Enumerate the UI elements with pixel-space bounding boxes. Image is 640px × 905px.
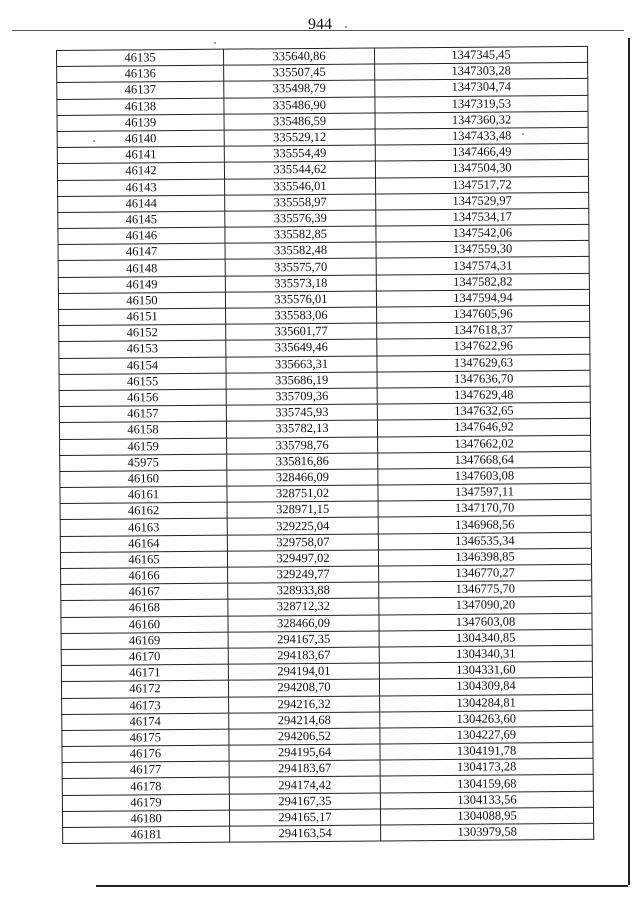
- x-coordinate-cell: 335486,59: [224, 113, 375, 130]
- point-number-cell: 46163: [60, 519, 227, 536]
- point-number-cell: 46146: [58, 227, 225, 244]
- x-coordinate-cell: 335709,36: [226, 388, 377, 405]
- y-coordinate-cell: 1304133,56: [380, 791, 593, 809]
- y-coordinate-cell: 1347534,17: [376, 208, 589, 226]
- coordinates-table-wrapper: [56, 46, 590, 844]
- top-rule: [12, 30, 624, 31]
- y-coordinate-cell: 1347466,49: [375, 143, 588, 161]
- point-number-cell: 46139: [57, 114, 224, 131]
- y-coordinate-cell: 1347090,20: [379, 597, 592, 615]
- y-coordinate-cell: 1304284,81: [380, 694, 593, 712]
- x-coordinate-cell: 294183,67: [229, 760, 380, 777]
- y-coordinate-cell: 1347668,64: [378, 451, 591, 469]
- point-number-cell: 46167: [61, 583, 228, 600]
- x-coordinate-cell: 335486,90: [224, 97, 375, 114]
- x-coordinate-cell: 335745,93: [226, 404, 377, 421]
- x-coordinate-cell: 328466,09: [227, 469, 378, 486]
- y-coordinate-cell: 1347636,70: [377, 370, 590, 388]
- point-number-cell: 46137: [57, 82, 224, 99]
- point-number-cell: 46179: [62, 794, 229, 811]
- y-coordinate-cell: 1346775,70: [379, 580, 592, 598]
- x-coordinate-cell: 328712,32: [228, 598, 379, 615]
- y-coordinate-cell: 1347629,48: [377, 386, 590, 404]
- x-coordinate-cell: 294206,52: [229, 728, 380, 745]
- y-coordinate-cell: 1347594,94: [376, 289, 589, 307]
- point-number-cell: 46144: [58, 195, 225, 212]
- point-number-cell: 46156: [59, 389, 226, 406]
- point-number-cell: 46143: [58, 179, 225, 196]
- point-number-cell: 46180: [62, 810, 229, 827]
- scan-speck: [345, 26, 347, 28]
- x-coordinate-cell: 294163,54: [230, 825, 381, 842]
- y-coordinate-cell: 1347629,63: [377, 354, 590, 372]
- x-coordinate-cell: 328751,02: [227, 485, 378, 502]
- y-coordinate-cell: 1346398,85: [378, 548, 591, 566]
- x-coordinate-cell: 335582,48: [225, 242, 376, 259]
- point-number-cell: 46178: [62, 778, 229, 795]
- point-number-cell: 46168: [61, 600, 228, 617]
- point-number-cell: 46174: [62, 713, 229, 730]
- y-coordinate-cell: 1347319,53: [375, 95, 588, 113]
- y-coordinate-cell: 1347304,74: [375, 79, 588, 97]
- x-coordinate-cell: 335640,86: [223, 48, 374, 65]
- point-number-cell: 46181: [63, 826, 230, 843]
- point-number-cell: 46158: [59, 421, 226, 438]
- point-number-cell: 46140: [57, 130, 224, 147]
- point-number-cell: 46147: [58, 243, 225, 260]
- point-number-cell: 46138: [57, 98, 224, 115]
- y-coordinate-cell: 1347574,31: [376, 257, 589, 275]
- x-coordinate-cell: 328933,88: [228, 582, 379, 599]
- x-coordinate-cell: 294195,64: [229, 744, 380, 761]
- point-number-cell: 46136: [57, 65, 224, 82]
- x-coordinate-cell: 329758,07: [227, 534, 378, 551]
- bottom-border-rule: [96, 885, 628, 887]
- x-coordinate-cell: 335663,31: [226, 356, 377, 373]
- point-number-cell: 45975: [60, 454, 227, 471]
- x-coordinate-cell: 329249,77: [228, 566, 379, 583]
- y-coordinate-cell: 1304340,31: [379, 645, 592, 663]
- point-number-cell: 46154: [59, 357, 226, 374]
- y-coordinate-cell: 1346535,34: [378, 532, 591, 550]
- x-coordinate-cell: 329497,02: [227, 550, 378, 567]
- y-coordinate-cell: 1347632,65: [377, 402, 590, 420]
- point-number-cell: 46153: [59, 341, 226, 358]
- point-number-cell: 46141: [57, 146, 224, 163]
- point-number-cell: 46169: [61, 632, 228, 649]
- x-coordinate-cell: 294194,01: [228, 663, 379, 680]
- y-coordinate-cell: 1347517,72: [376, 176, 589, 194]
- y-coordinate-cell: 1347618,37: [377, 322, 590, 340]
- y-coordinate-cell: 1304173,28: [380, 759, 593, 777]
- y-coordinate-cell: 1347559,30: [376, 241, 589, 259]
- x-coordinate-cell: 335686,19: [226, 372, 377, 389]
- x-coordinate-cell: 294165,17: [229, 809, 380, 826]
- x-coordinate-cell: 335782,13: [226, 420, 377, 437]
- x-coordinate-cell: 294174,42: [229, 776, 380, 793]
- y-coordinate-cell: 1347605,96: [377, 305, 590, 323]
- y-coordinate-cell: 1304191,78: [380, 742, 593, 760]
- y-coordinate-cell: 1346968,56: [378, 516, 591, 534]
- point-number-cell: 46151: [59, 308, 226, 325]
- point-number-cell: 46150: [58, 292, 225, 309]
- x-coordinate-cell: 335816,86: [227, 453, 378, 470]
- point-number-cell: 46164: [60, 535, 227, 552]
- x-coordinate-cell: 335507,45: [224, 64, 375, 81]
- coordinates-table: [56, 46, 594, 844]
- point-number-cell: 46160: [60, 470, 227, 487]
- y-coordinate-cell: 1304263,60: [380, 710, 593, 728]
- x-coordinate-cell: 294167,35: [228, 631, 379, 648]
- x-coordinate-cell: 335582,85: [225, 226, 376, 243]
- point-number-cell: 46165: [60, 551, 227, 568]
- y-coordinate-cell: 1304309,84: [379, 678, 592, 696]
- y-coordinate-cell: 1347603,08: [378, 467, 591, 485]
- x-coordinate-cell: 335558,97: [225, 194, 376, 211]
- y-coordinate-cell: 1347622,96: [377, 338, 590, 356]
- point-number-cell: 46177: [62, 761, 229, 778]
- y-coordinate-cell: 1347662,02: [378, 435, 591, 453]
- x-coordinate-cell: 335546,01: [225, 177, 376, 194]
- y-coordinate-cell: 1304331,60: [379, 661, 592, 679]
- x-coordinate-cell: 335544,62: [224, 161, 375, 178]
- point-number-cell: 46149: [58, 276, 225, 293]
- point-number-cell: 46155: [59, 373, 226, 390]
- point-number-cell: 46142: [57, 162, 224, 179]
- page-number: 944: [308, 16, 332, 33]
- y-coordinate-cell: 1347529,97: [376, 192, 589, 210]
- x-coordinate-cell: 335498,79: [224, 80, 375, 97]
- x-coordinate-cell: 335576,01: [225, 291, 376, 308]
- point-number-cell: 46166: [61, 567, 228, 584]
- point-number-cell: 46148: [58, 260, 225, 277]
- y-coordinate-cell: 1304088,95: [380, 807, 593, 825]
- right-border-rule: [628, 38, 630, 885]
- y-coordinate-cell: 1347597,11: [378, 483, 591, 501]
- y-coordinate-cell: 1347433,48: [375, 127, 588, 145]
- x-coordinate-cell: 335575,70: [225, 258, 376, 275]
- x-coordinate-cell: 294208,70: [228, 679, 379, 696]
- point-number-cell: 46170: [61, 648, 228, 665]
- point-number-cell: 46160: [61, 616, 228, 633]
- x-coordinate-cell: 329225,04: [227, 517, 378, 534]
- y-coordinate-cell: 1347603,08: [379, 613, 592, 631]
- x-coordinate-cell: 294167,35: [229, 793, 380, 810]
- point-number-cell: 46161: [60, 486, 227, 503]
- y-coordinate-cell: 1347582,82: [376, 273, 589, 291]
- table-row: [63, 823, 594, 843]
- y-coordinate-cell: 1347542,06: [376, 224, 589, 242]
- y-coordinate-cell: 1304159,68: [380, 775, 593, 793]
- y-coordinate-cell: 1347170,70: [378, 500, 591, 518]
- y-coordinate-cell: 1347360,32: [375, 111, 588, 129]
- x-coordinate-cell: 335573,18: [225, 275, 376, 292]
- x-coordinate-cell: 328466,09: [228, 615, 379, 632]
- y-coordinate-cell: 1304227,69: [380, 726, 593, 744]
- y-coordinate-cell: 1303979,58: [381, 823, 594, 841]
- point-number-cell: 46157: [59, 405, 226, 422]
- x-coordinate-cell: 335649,46: [226, 339, 377, 356]
- y-coordinate-cell: 1304340,85: [379, 629, 592, 647]
- y-coordinate-cell: 1347303,28: [375, 63, 588, 81]
- x-coordinate-cell: 335529,12: [224, 129, 375, 146]
- point-number-cell: 46159: [60, 438, 227, 455]
- coordinates-table-body: [57, 46, 594, 843]
- x-coordinate-cell: 328971,15: [227, 501, 378, 518]
- x-coordinate-cell: 335554,49: [224, 145, 375, 162]
- y-coordinate-cell: 1347504,30: [375, 160, 588, 178]
- point-number-cell: 46145: [58, 211, 225, 228]
- x-coordinate-cell: 335576,39: [225, 210, 376, 227]
- point-number-cell: 46152: [59, 324, 226, 341]
- y-coordinate-cell: 1347646,92: [377, 419, 590, 437]
- point-number-cell: 46171: [61, 664, 228, 681]
- x-coordinate-cell: 335583,06: [226, 307, 377, 324]
- x-coordinate-cell: 335601,77: [226, 323, 377, 340]
- x-coordinate-cell: 335798,76: [227, 436, 378, 453]
- point-number-cell: 46135: [57, 49, 224, 66]
- point-number-cell: 46173: [62, 697, 229, 714]
- x-coordinate-cell: 294214,68: [229, 712, 380, 729]
- point-number-cell: 46176: [62, 745, 229, 762]
- point-number-cell: 46162: [60, 502, 227, 519]
- y-coordinate-cell: 1346770,27: [379, 564, 592, 582]
- point-number-cell: 46175: [62, 729, 229, 746]
- x-coordinate-cell: 294216,32: [229, 695, 380, 712]
- scan-speck: [214, 42, 216, 44]
- y-coordinate-cell: 1347345,45: [374, 46, 587, 64]
- x-coordinate-cell: 294183,67: [228, 647, 379, 664]
- point-number-cell: 46172: [61, 680, 228, 697]
